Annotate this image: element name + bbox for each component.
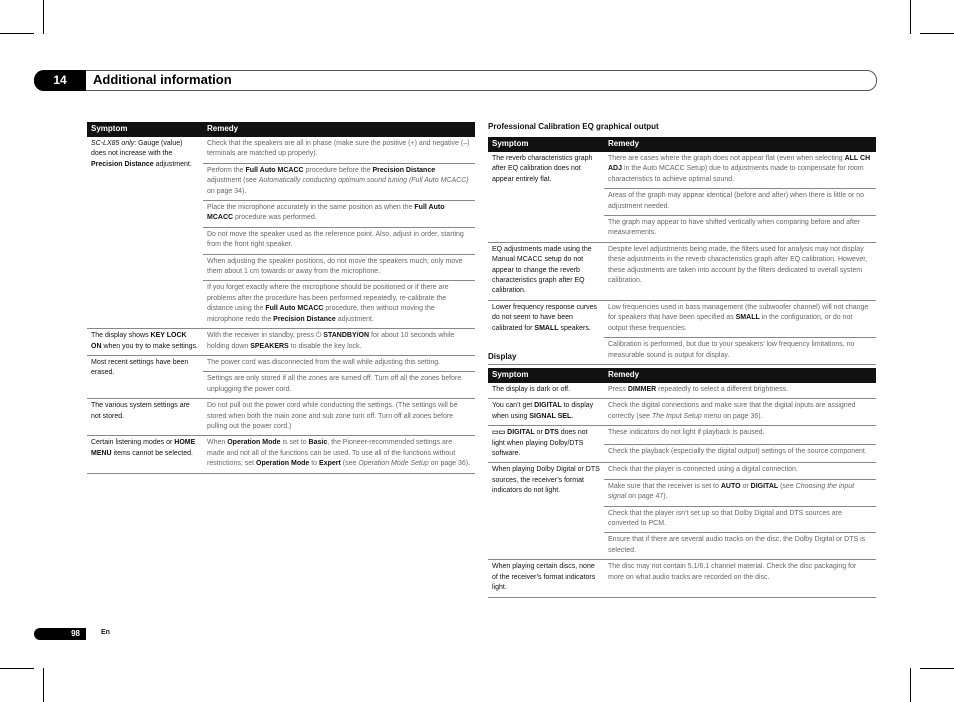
symptom-column-header: Symptom xyxy=(87,122,203,137)
symptom-cell: Certain listening modes or HOME MENU items cannot be selected. xyxy=(87,436,203,473)
remedy-cell: Despite level adjustments being made, the filters used for analysis may not display these adjustments in the reverb characteristics graph after EQ calibration. However, these adjustments are taken into account by the filters dedicated to overall system calibration. xyxy=(604,242,876,300)
display-troubleshooting-table xyxy=(488,368,876,598)
remedy-cell: Make sure that the receiver is set to AUTO or DIGITAL (see Choosing the input signal on page 47). xyxy=(604,479,876,506)
table-header-row xyxy=(488,137,876,152)
table-row xyxy=(488,242,876,300)
remedy-cell: Perform the Full Auto MCACC procedure before the Precision Distance adjustment (see Automatically conducting optimum sound tuning (Full Auto MCACC) on page 34). xyxy=(203,163,475,200)
remedy-cell: Do not pull out the power cord while conducting the settings. (The settings will be stored when both the main zone and sub zone turn off. Turn off all zones before pulling out the power cord.) xyxy=(203,399,475,436)
remedy-cell: With the receiver in standby, press ⏻ STANDBY/ON for about 10 seconds while holding down SPEAKERS to disable the key lock. xyxy=(203,329,475,356)
table-row xyxy=(488,300,876,337)
remedy-column-header: Remedy xyxy=(604,137,876,152)
remedy-cell: Check that the speakers are all in phase (make sure the positive (+) and negative (–) terminals are matched up properly). xyxy=(203,137,475,163)
remedy-cell: Check that the player isn’t set up so that Dolby Digital and DTS sources are converted to PCM. xyxy=(604,506,876,533)
remedy-cell: These indicators do not light if playback is paused. xyxy=(604,426,876,445)
display-section-heading: Display xyxy=(488,352,517,361)
remedy-cell: Check that the player is connected using a digital connection. xyxy=(604,463,876,479)
symptom-column-header: Symptom xyxy=(488,137,604,152)
remedy-column-header: Remedy xyxy=(203,122,475,137)
symptom-cell: The various system settings are not stored. xyxy=(87,399,203,436)
remedy-cell: Settings are only stored if all the zones are turned off. Turn off all the zones before unplugging the power cord. xyxy=(203,372,475,399)
symptom-cell: When playing Dolby Digital or DTS sources, the receiver’s format indicators do not light. xyxy=(488,463,604,560)
symptom-cell: ▭▭ DIGITAL or DTS does not light when playing Dolby/DTS software. xyxy=(488,426,604,463)
remedy-cell: Areas of the graph may appear identical (before and after) when there is little or no adjustment needed. xyxy=(604,189,876,216)
remedy-cell: Press DIMMER repeatedly to select a different brightness. xyxy=(604,383,876,399)
symptom-cell: The display shows KEY LOCK ON when you try to make settings. xyxy=(87,329,203,356)
remedy-cell: Check the digital connections and make sure that the digital inputs are assigned correctly (see The Input Setup menu on page 36). xyxy=(604,399,876,426)
table-header-row xyxy=(488,368,876,383)
table-row xyxy=(488,560,876,597)
symptom-column-header: Symptom xyxy=(488,368,604,383)
table-row xyxy=(488,152,876,189)
remedy-cell: There are cases where the graph does not appear flat (even when selecting ALL CH ADJ in the Auto MCACC Setup) due to adjustments made to compensate for room characteristics to achieve optimal sound. xyxy=(604,152,876,189)
symptom-cell: You can’t get DIGITAL to display when using SIGNAL SEL. xyxy=(488,399,604,426)
table-header-row xyxy=(87,122,475,137)
troubleshooting-table-left xyxy=(87,122,475,474)
table-row xyxy=(87,329,475,356)
remedy-cell: Check the playback (especially the digital output) settings of the source component. xyxy=(604,444,876,463)
remedy-cell: Low frequencies used in bass management (the subwoofer channel) will not change for speakers that have been specified as SMALL in the configuration, or do not output these frequencies. xyxy=(604,300,876,337)
remedy-cell: When Operation Mode is set to Basic, the Pioneer-recommended settings are made and not all of the functions can be used. To use all of the functions without restrictions, set Operation Mode to Expert (see Operation Mode Setup on page 36). xyxy=(203,436,475,473)
symptom-cell: EQ adjustments made using the Manual MCACC setup do not appear to change the reverb characteristics graph after EQ calibration. xyxy=(488,242,604,300)
remedy-cell: Do not move the speaker used as the reference point. Also, adjust in order, starting from the front right speaker. xyxy=(203,227,475,254)
table-row xyxy=(488,463,876,479)
page-language: En xyxy=(101,629,110,636)
remedy-cell: When adjusting the speaker positions, do not move the speakers much; only move them about 1 cm towards or away from the microphone. xyxy=(203,254,475,281)
symptom-cell: The display is dark or off. xyxy=(488,383,604,399)
eq-troubleshooting-table xyxy=(488,137,876,365)
remedy-cell: Place the microphone accurately in the same position as when the Full Auto MCACC procedure was performed. xyxy=(203,201,475,228)
table-row xyxy=(87,137,475,163)
remedy-cell: Calibration is performed, but due to your speakers’ low frequency limitations, no measurable sound is output for display. xyxy=(604,338,876,365)
symptom-cell: Lower frequency response curves do not seem to have been calibrated for SMALL speakers. xyxy=(488,300,604,364)
remedy-cell: Ensure that if there are several audio tracks on the disc, the Dolby Digital or DTS is selected. xyxy=(604,533,876,560)
symptom-cell: When playing certain discs, none of the receiver’s format indicators light. xyxy=(488,560,604,597)
remedy-cell: The graph may appear to have shifted vertically when comparing before and after measurements. xyxy=(604,216,876,243)
table-row xyxy=(488,399,876,426)
symptom-cell: Most recent settings have been erased. xyxy=(87,355,203,398)
chapter-title: Additional information xyxy=(93,72,232,87)
symptom-cell: SC-LX85 only: Gauge (value) does not increase with the Precision Distance adjustment. xyxy=(87,137,203,329)
page-number: 98 xyxy=(34,628,86,640)
chapter-number: 14 xyxy=(34,70,86,91)
table-row xyxy=(488,383,876,399)
table-row xyxy=(87,355,475,371)
remedy-column-header: Remedy xyxy=(604,368,876,383)
remedy-cell: If you forget exactly where the microphone should be positioned or if there are problems after the procedure has been performed repeatedly, re-calibrate the distance using the Full Auto MCACC procedure, then without moving the microphone redo the Precision Distance adjustment. xyxy=(203,281,475,329)
table-row xyxy=(87,399,475,436)
eq-section-heading: Professional Calibration EQ graphical output xyxy=(488,122,659,131)
table-row xyxy=(87,436,475,473)
remedy-cell: The power cord was disconnected from the wall while adjusting this setting. xyxy=(203,355,475,371)
table-row xyxy=(488,426,876,445)
symptom-cell: The reverb characteristics graph after EQ calibration does not appear entirely flat. xyxy=(488,152,604,242)
remedy-cell: The disc may not contain 5.1/6.1 channel material. Check the disc packaging for more on what audio tracks are recorded on the disc. xyxy=(604,560,876,597)
